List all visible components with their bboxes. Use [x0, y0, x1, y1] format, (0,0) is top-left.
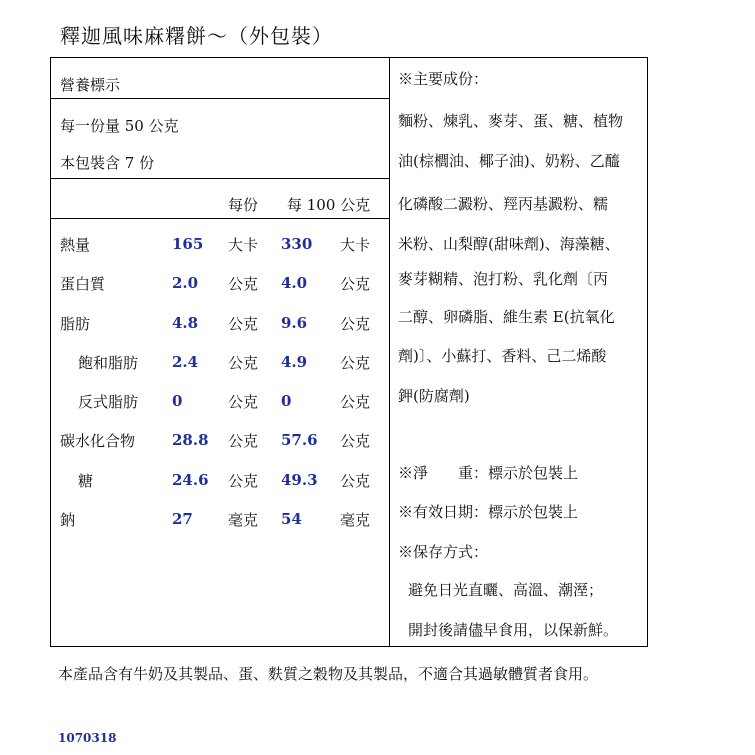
nutrient-value-per-100g: 4.9: [281, 353, 308, 371]
ingredients-heading: ※主要成份：: [398, 70, 489, 88]
nutrient-value-per-serving: 27: [172, 510, 193, 528]
servings-per-pack: 本包裝含 7 份: [60, 154, 155, 172]
nutrient-value-per-100g: 330: [281, 235, 313, 253]
row-divider: [51, 98, 389, 99]
nutrient-name: 脂肪: [60, 315, 91, 333]
net-weight: ※淨 重：標示於包裝上: [398, 464, 579, 482]
ingredients-line: 劑)〕、小蘇打、香料、己二烯酸: [398, 347, 607, 365]
nutrient-unit: 公克: [228, 315, 259, 333]
nutrient-value-per-serving: 4.8: [172, 314, 199, 332]
nutrient-name: 熱量: [60, 236, 91, 254]
nutrient-value-per-100g: 49.3: [281, 471, 318, 489]
nutrient-name: 蛋白質: [60, 275, 106, 293]
page-title: 釋迦風味麻糬餅～（外包裝）: [60, 24, 333, 48]
storage-line: 開封後請儘早食用，以保新鮮。: [408, 621, 619, 639]
nutrient-unit: 公克: [228, 393, 259, 411]
nutrient-value-per-100g: 9.6: [281, 314, 308, 332]
nutrient-unit: 公克: [340, 354, 371, 372]
storage-line: 避免日光直曬、高溫、潮溼；: [408, 581, 604, 599]
nutrient-unit: 公克: [228, 354, 259, 372]
ingredients-line: 米粉、山梨醇(甜味劑)、海藻糖、: [398, 235, 620, 253]
nutrient-value-per-serving: 2.0: [172, 274, 199, 292]
nutrient-value-per-100g: 4.0: [281, 274, 308, 292]
nutrient-value-per-serving: 24.6: [172, 471, 209, 489]
nutrient-unit: 公克: [340, 393, 371, 411]
nutrient-value-per-serving: 0: [172, 392, 183, 410]
nutrient-value-per-100g: 57.6: [281, 431, 318, 449]
nutrient-unit: 毫克: [340, 511, 371, 529]
nutrient-value-per-serving: 28.8: [172, 431, 209, 449]
nutrient-unit: 大卡: [340, 236, 371, 254]
col-per-serving: 每份: [228, 196, 259, 214]
ingredients-line: 化磷酸二澱粉、羥丙基澱粉、糯: [398, 195, 609, 213]
nutrient-unit: 公克: [340, 275, 371, 293]
nutrient-value-per-100g: 0: [281, 392, 292, 410]
nutrient-name: 飽和脂肪: [78, 354, 139, 372]
column-divider: [389, 58, 390, 646]
nutrient-value-per-100g: 54: [281, 510, 302, 528]
nutrient-unit: 公克: [340, 432, 371, 450]
nutrient-unit: 公克: [228, 432, 259, 450]
expiry-date: ※有效日期：標示於包裝上: [398, 503, 579, 521]
allergen-disclaimer: 本產品含有牛奶及其製品、蛋、麩質之穀物及其製品，不適合其過敏體質者食用。: [58, 665, 599, 683]
ingredients-line: 鉀(防腐劑): [398, 387, 470, 405]
serving-size: 每一份量 50 公克: [60, 117, 179, 135]
ingredients-line: 麥芽糊精、泡打粉、乳化劑〔丙: [398, 270, 609, 288]
nutrient-value-per-serving: 165: [172, 235, 204, 253]
ingredients-line: 麵粉、煉乳、麥芽、蛋、糖、植物: [398, 112, 624, 130]
nutrient-value-per-serving: 2.4: [172, 353, 199, 371]
nutrient-unit: 毫克: [228, 511, 259, 529]
nutrition-header: 營養標示: [60, 76, 121, 94]
nutrient-name: 糖: [78, 472, 94, 490]
nutrient-name: 鈉: [60, 511, 76, 529]
nutrient-name: 碳水化合物: [60, 432, 136, 450]
ingredients-line: 二醇、卵磷脂、維生素 E(抗氧化: [398, 308, 615, 326]
nutrient-unit: 大卡: [228, 236, 259, 254]
nutrient-name: 反式脂肪: [78, 393, 139, 411]
nutrient-unit: 公克: [340, 472, 371, 490]
row-divider: [51, 178, 389, 179]
nutrient-unit: 公克: [340, 315, 371, 333]
col-per-100g: 每 100 公克: [287, 196, 371, 214]
nutrient-unit: 公克: [228, 472, 259, 490]
ingredients-line: 油(棕櫚油、椰子油)、奶粉、乙醯: [398, 152, 620, 170]
product-code: 1070318: [58, 731, 117, 745]
nutrient-unit: 公克: [228, 275, 259, 293]
row-divider: [51, 218, 389, 219]
storage-heading: ※保存方式：: [398, 543, 489, 561]
